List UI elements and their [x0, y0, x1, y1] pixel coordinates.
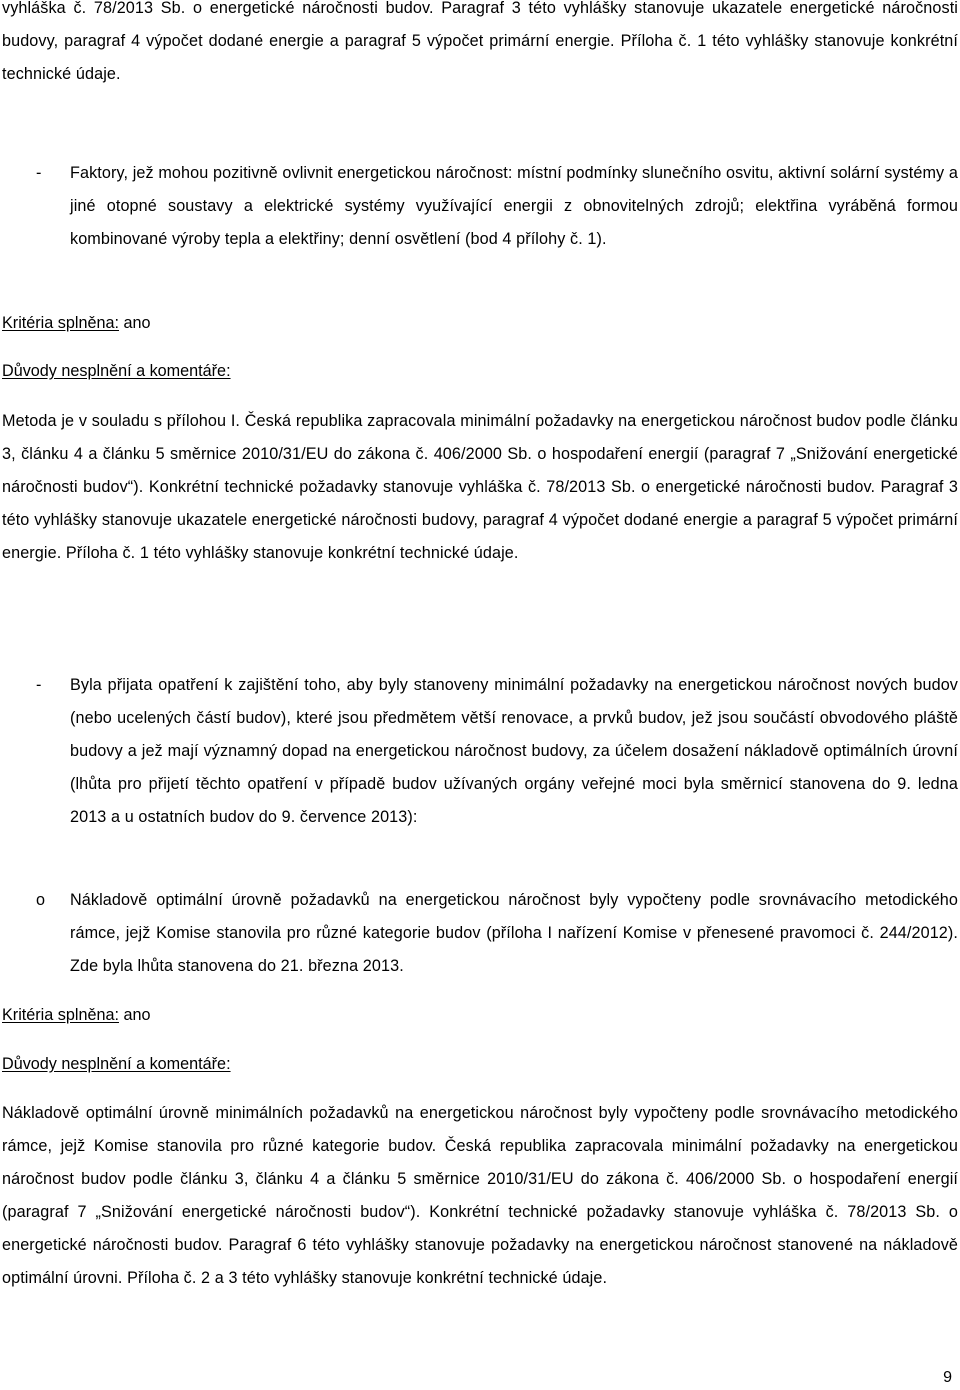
sub-list-item-text: Nákladově optimální úrovně požadavků na energetickou náročnost byly vypočteny podle srovnávacího metodického rámce, jejž Komise stanovila pro různé kategorie budov (příloha I nařízení Komise v přenesené pravomoci č. 244/2012). Zde byla lhůta stanovena do 21. března 2013. [70, 891, 958, 975]
criteria-value: ano [123, 1006, 151, 1024]
list-marker: - [36, 164, 42, 182]
criteria-label: Kritéria splněna: [2, 1006, 119, 1024]
list-marker: - [36, 676, 42, 694]
comment-paragraph-1: Metoda je v souladu s přílohou I. Česká republika zapracovala minimální požadavky na energetickou náročnost budov podle článku 3, článku 4 a článku 5 směrnice 2010/31/EU do zákona č. 406/2000 Sb. o hospodaření energií (paragraf 7 „Snižování energetické náročnosti budov“). Konkrétní technické požadavky stanovuje vyhláška č. 78/2013 Sb. o energetické náročnosti budov. Paragraf 3 této vyhlášky stanovuje ukazatele energetické náročnosti budovy, paragraf 4 výpočet dodané energie a paragraf 5 výpočet primární energie. Příloha č. 1 této vyhlášky stanovuje konkrétní technické údaje. [2, 412, 958, 562]
list-item-measures [2, 669, 958, 834]
reasons-label: Důvody nesplnění a komentáře: [2, 362, 231, 380]
sub-list-marker: o [36, 891, 46, 909]
reasons-label: Důvody nesplnění a komentáře: [2, 1055, 231, 1073]
top-paragraph: vyhláška č. 78/2013 Sb. o energetické náročnosti budov. Paragraf 3 této vyhlášky stanovuje ukazatele energetické náročnosti budovy, paragraf 4 výpočet dodané energie a paragraf 5 výpočet primární energie. Příloha č. 1 této vyhlášky stanovuje konkrétní technické údaje. [2, 0, 958, 83]
list-item-factors [2, 157, 958, 256]
criteria-line-1 [2, 307, 151, 340]
criteria-label: Kritéria splněna: [2, 314, 119, 332]
reasons-line-2 [2, 1048, 231, 1081]
reasons-line-1 [2, 355, 231, 388]
page-number: 9 [943, 1369, 952, 1386]
list-item-text: Faktory, jež mohou pozitivně ovlivnit energetickou náročnost: místní podmínky slunečního osvitu, aktivní solární systémy a jiné otopné soustavy a elektrické systémy využívající energii z obnovitelných zdrojů; elektřina vyráběná formou kombinované výroby tepla a elektřiny; denní osvětlení (bod 4 přílohy č. 1). [70, 164, 958, 248]
comment-paragraph-2: Nákladově optimální úrovně minimálních požadavků na energetickou náročnost byly vypočteny podle srovnávacího metodického rámce, jejž Komise stanovila pro různé kategorie budov. Česká republika zapracovala minimální požadavky na energetickou náročnost budov podle článku 3, článku 4 a článku 5 směrnice 2010/31/EU do zákona č. 406/2000 Sb. o hospodaření energií (paragraf 7 „Snižování energetické náročnosti budov“). Konkrétní technické požadavky stanovuje vyhláška č. 78/2013 Sb. o energetické náročnosti budov. Paragraf 6 této vyhlášky stanovuje požadavky na energetickou náročnost stanovené na nákladově optimální úrovni. Příloha č. 2 a 3 této vyhlášky stanovuje konkrétní technické údaje. [2, 1104, 958, 1287]
list-item-text: Byla přijata opatření k zajištění toho, aby byly stanoveny minimální požadavky na energetickou náročnost nových budov (nebo ucelených částí budov), které jsou předmětem větší renovace, a prvků budov, jež jsou součástí obvodového pláště budovy a jež mají významný dopad na energetickou náročnost budovy, za účelem dosažení nákladově optimálních úrovní (lhůta pro přijetí těchto opatření v případě budov užívaných orgány veřejné moci byla směrnicí stanovena do 9. ledna 2013 a u ostatních budov do 9. července 2013): [70, 676, 958, 826]
criteria-value: ano [123, 314, 151, 332]
criteria-line-2 [2, 999, 151, 1032]
sub-list-item [2, 884, 958, 983]
